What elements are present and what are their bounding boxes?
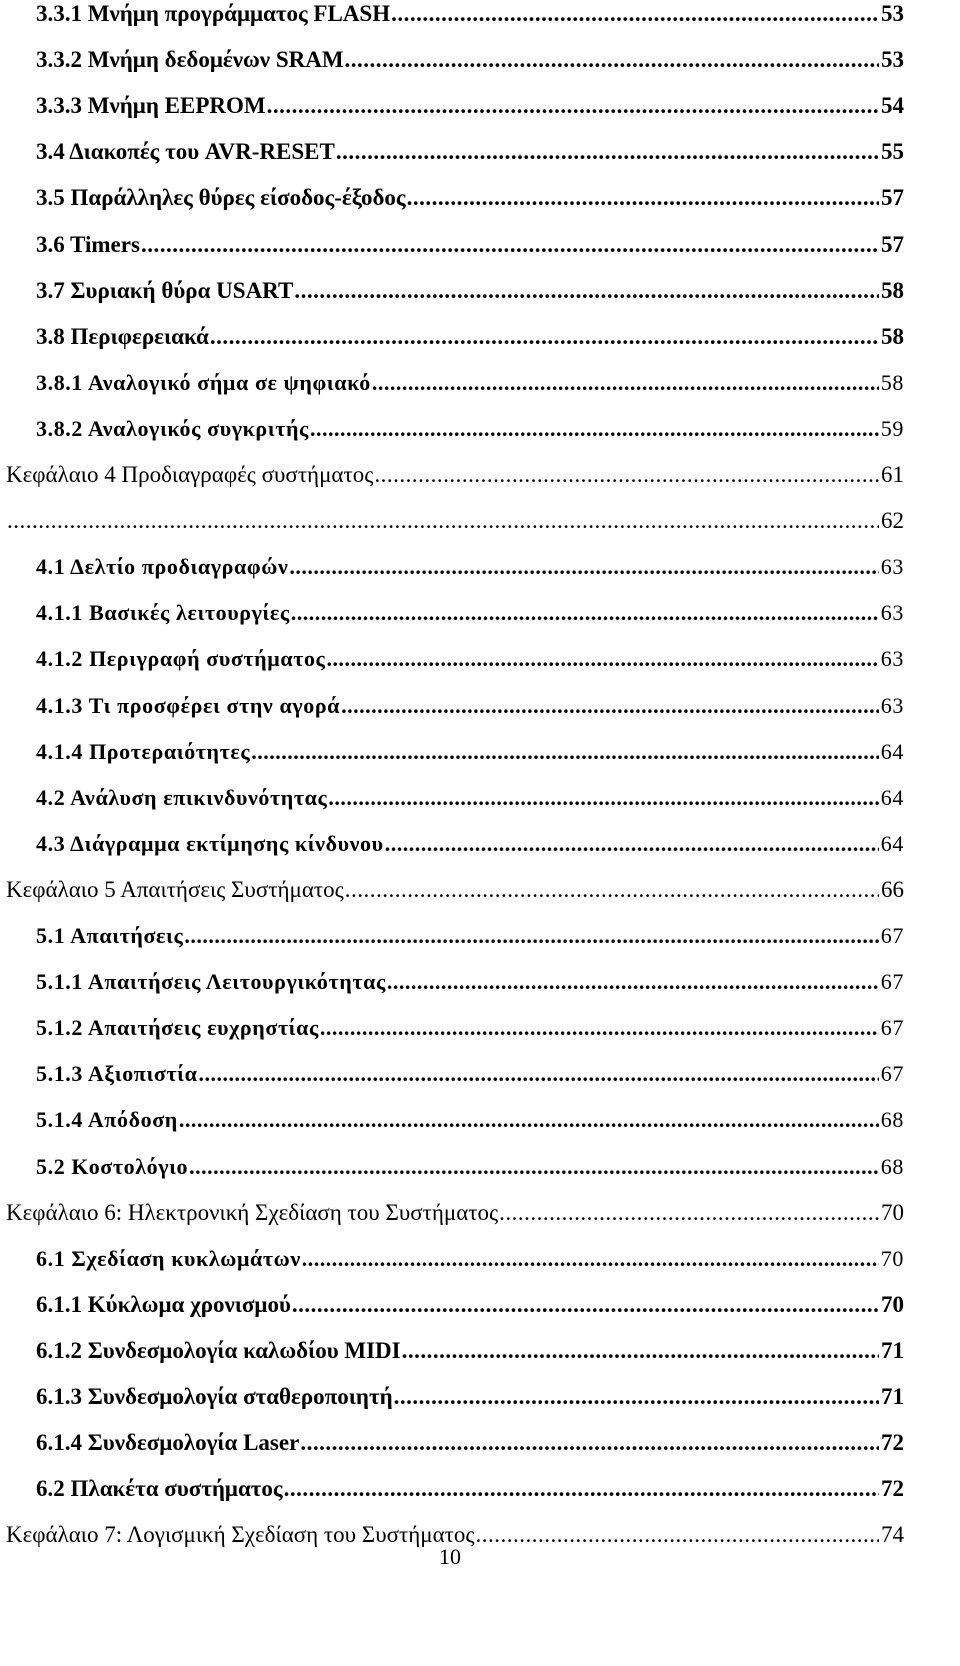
dot-leader xyxy=(402,1337,879,1365)
dot-leader xyxy=(7,507,879,535)
dot-leader xyxy=(302,1245,879,1273)
dot-leader xyxy=(328,784,878,812)
toc-entry[interactable] xyxy=(36,1429,904,1457)
dot-leader xyxy=(336,138,879,166)
toc-entry-page-number: 57 xyxy=(881,185,904,210)
toc-entry-page-number: 53 xyxy=(881,47,904,72)
toc-entry[interactable] xyxy=(36,369,904,397)
toc-entry-title: 6.1 Σχεδίαση κυκλωμάτων xyxy=(36,1246,301,1271)
dot-leader xyxy=(141,231,879,259)
toc-entry-page-number: 57 xyxy=(881,232,904,257)
toc-entry[interactable] xyxy=(36,92,904,120)
toc-entry[interactable] xyxy=(6,876,904,904)
toc-entry-title: 3.3.3 Μνήμη EEPROM xyxy=(36,93,266,118)
toc-entry-title: 3.8 Περιφερειακά xyxy=(36,324,209,349)
toc-entry-page-number: 63 xyxy=(880,554,904,579)
dot-leader xyxy=(300,1429,879,1457)
toc-entry-title: 5.1.4 Απόδοση xyxy=(36,1107,178,1132)
toc-entry-page-number: 67 xyxy=(880,1061,904,1086)
toc-entry[interactable] xyxy=(36,553,904,581)
toc-entry[interactable] xyxy=(36,1245,904,1273)
toc-entry-page-number: 72 xyxy=(881,1476,904,1501)
toc-entry-title: 4.1.1 Βασικές λειτουργίες xyxy=(36,600,290,625)
dot-leader xyxy=(292,1291,879,1319)
toc-entry-page-number: 62 xyxy=(881,508,904,533)
toc-entry-title: 3.8.1 Αναλογικό σήμα σε ψηφιακό xyxy=(36,370,371,395)
toc-entry-title: Κεφάλαιο 5 Απαιτήσεις Συστήματος xyxy=(6,877,344,902)
toc-entry-page-number: 64 xyxy=(880,785,904,810)
dot-leader xyxy=(267,92,879,120)
toc-entry[interactable] xyxy=(36,1291,904,1319)
toc-entry-page-number: 58 xyxy=(881,278,904,303)
dot-leader xyxy=(179,1106,879,1134)
toc-entry-page-number: 64 xyxy=(880,739,904,764)
toc-entry-title: 3.3.2 Μνήμη δεδομένων SRAM xyxy=(36,47,344,72)
dot-leader xyxy=(372,369,879,397)
dot-leader xyxy=(345,876,879,904)
toc-entry[interactable] xyxy=(36,1153,904,1181)
dot-leader xyxy=(320,1014,879,1042)
dot-leader xyxy=(326,645,878,673)
toc-entry[interactable] xyxy=(36,1060,904,1088)
toc-entry[interactable] xyxy=(36,231,904,259)
toc-entry-title: 3.6 Timers xyxy=(36,232,140,257)
toc-entry[interactable] xyxy=(36,184,904,212)
dot-leader xyxy=(284,1475,879,1503)
toc-entry-title: 6.2 Πλακέτα συστήματος xyxy=(36,1476,283,1501)
dot-leader xyxy=(198,1060,878,1088)
dot-leader xyxy=(387,968,879,996)
toc-entry-title: 3.7 Συριακή θύρα USART xyxy=(36,278,294,303)
toc-entry-page-number: 67 xyxy=(880,923,904,948)
dot-leader xyxy=(291,599,879,627)
toc-entry[interactable] xyxy=(36,784,904,812)
dot-leader xyxy=(374,461,879,489)
dot-leader xyxy=(184,922,878,950)
toc-entry-title: 5.1.1 Απαιτήσεις Λειτουργικότητας xyxy=(36,969,386,994)
toc-entry[interactable] xyxy=(36,0,904,28)
toc-entry[interactable] xyxy=(36,46,904,74)
dot-leader xyxy=(210,323,879,351)
toc-entry-title: 4.1.2 Περιγραφή συστήματος xyxy=(36,646,326,671)
toc-entry-page-number: 59 xyxy=(880,416,904,441)
toc-entry-page-number: 66 xyxy=(881,877,904,902)
toc-entry[interactable] xyxy=(36,415,904,443)
toc-entry-title: 5.1.3 Αξιοπιστία xyxy=(36,1061,198,1086)
toc-entry-page-number: 67 xyxy=(880,969,904,994)
toc-entry[interactable] xyxy=(36,692,904,720)
toc-entry[interactable] xyxy=(36,599,904,627)
toc-entry-title: 6.1.4 Συνδεσμολογία Laser xyxy=(36,1430,300,1455)
toc-entry[interactable] xyxy=(36,1014,904,1042)
toc-entry-page-number: 63 xyxy=(880,646,904,671)
dot-leader xyxy=(189,1153,879,1181)
dot-leader xyxy=(407,184,879,212)
toc-entry-title: 5.1.2 Απαιτήσεις ευχρηστίας xyxy=(36,1015,319,1040)
toc-entry-page-number: 61 xyxy=(881,462,904,487)
dot-leader xyxy=(251,738,879,766)
toc-entry-page-number: 70 xyxy=(881,1200,904,1225)
toc-entry-page-number: 72 xyxy=(881,1430,904,1455)
toc-entry[interactable] xyxy=(36,738,904,766)
toc-entry-page-number: 54 xyxy=(881,93,904,118)
toc-entry-title: 6.1.3 Συνδεσμολογία σταθεροποιητή xyxy=(36,1384,393,1409)
toc-entry-title: 5.1 Απαιτήσεις xyxy=(36,923,184,948)
dot-leader xyxy=(394,1383,879,1411)
toc-entry[interactable] xyxy=(6,1199,904,1227)
toc-entry-page-number: 63 xyxy=(880,693,904,718)
page-footer-number: 10 xyxy=(439,1544,461,1569)
toc-entry-title: 4.1.4 Προτεραιότητες xyxy=(36,739,251,764)
toc-entry-page-number: 64 xyxy=(880,831,904,856)
dot-leader xyxy=(294,277,879,305)
toc-entry-page-number: 58 xyxy=(881,324,904,349)
toc-entry-page-number: 70 xyxy=(880,1246,904,1271)
toc-entry[interactable] xyxy=(36,138,904,166)
toc-entry-title: Κεφάλαιο 6: Ηλεκτρονική Σχεδίαση του Συστήματος xyxy=(6,1200,499,1225)
toc-entry[interactable] xyxy=(6,507,904,535)
toc-entry-title: 3.5 Παράλληλες θύρες είσοδος-έξοδος xyxy=(36,185,406,210)
toc-entry-title: 6.1.2 Συνδεσμολογία καλωδίου MIDI xyxy=(36,1338,401,1363)
toc-entry-page-number: 63 xyxy=(880,600,904,625)
toc-entry-page-number: 67 xyxy=(880,1015,904,1040)
toc-entry-page-number: 58 xyxy=(880,370,904,395)
toc-entry-title: Κεφάλαιο 7: Λογισμική Σχεδίαση του Συστήματος xyxy=(6,1522,475,1547)
toc-entry[interactable] xyxy=(36,1106,904,1134)
toc-entry-title: 6.1.1 Κύκλωμα χρονισμού xyxy=(36,1292,291,1317)
toc-entry-title: 4.1 Δελτίο προδιαγραφών xyxy=(36,554,289,579)
dot-leader xyxy=(345,46,879,74)
toc-entry-page-number: 71 xyxy=(881,1338,904,1363)
toc-entry[interactable] xyxy=(36,1337,904,1365)
toc-entry-title: 4.2 Ανάλυση επικινδυνότητας xyxy=(36,785,328,810)
toc-entry[interactable] xyxy=(36,645,904,673)
dot-leader xyxy=(289,553,878,581)
toc-entry-page-number: 68 xyxy=(880,1154,904,1179)
toc-entry-page-number: 71 xyxy=(881,1384,904,1409)
dot-leader xyxy=(310,415,879,443)
toc-entry[interactable] xyxy=(36,922,904,950)
toc-entry-page-number: 70 xyxy=(881,1292,904,1317)
toc-entry-page-number: 53 xyxy=(881,1,904,26)
toc-entry-title: 3.4 Διακοπές του AVR-RESET xyxy=(36,139,335,164)
toc-entry-title: 4.3 Διάγραμμα εκτίμησης κίνδυνου xyxy=(36,831,384,856)
toc-entry-title: 3.8.2 Αναλογικός συγκριτής xyxy=(36,416,309,441)
toc-entry[interactable] xyxy=(36,323,904,351)
toc-entry[interactable] xyxy=(36,968,904,996)
toc-entry-title: 5.2 Κοστολόγιο xyxy=(36,1154,189,1179)
toc-entry[interactable] xyxy=(6,461,904,489)
toc-entry[interactable] xyxy=(36,1475,904,1503)
dot-leader xyxy=(385,830,879,858)
dot-leader xyxy=(391,0,879,28)
toc-entry-page-number: 68 xyxy=(880,1107,904,1132)
toc-entry-page-number: 55 xyxy=(881,139,904,164)
toc-entry[interactable] xyxy=(36,1383,904,1411)
toc-entry-title: Κεφάλαιο 4 Προδιαγραφές συστήματος xyxy=(6,462,374,487)
dot-leader xyxy=(341,692,879,720)
toc-entry[interactable] xyxy=(36,277,904,305)
toc-entry[interactable] xyxy=(36,830,904,858)
toc-entry-title: 3.3.1 Μνήμη προγράμματος FLASH xyxy=(36,1,391,26)
toc-entry-title: 4.1.3 Τι προσφέρει στην αγορά xyxy=(36,693,341,718)
dot-leader xyxy=(499,1199,879,1227)
toc-entry-page-number: 74 xyxy=(881,1522,904,1547)
